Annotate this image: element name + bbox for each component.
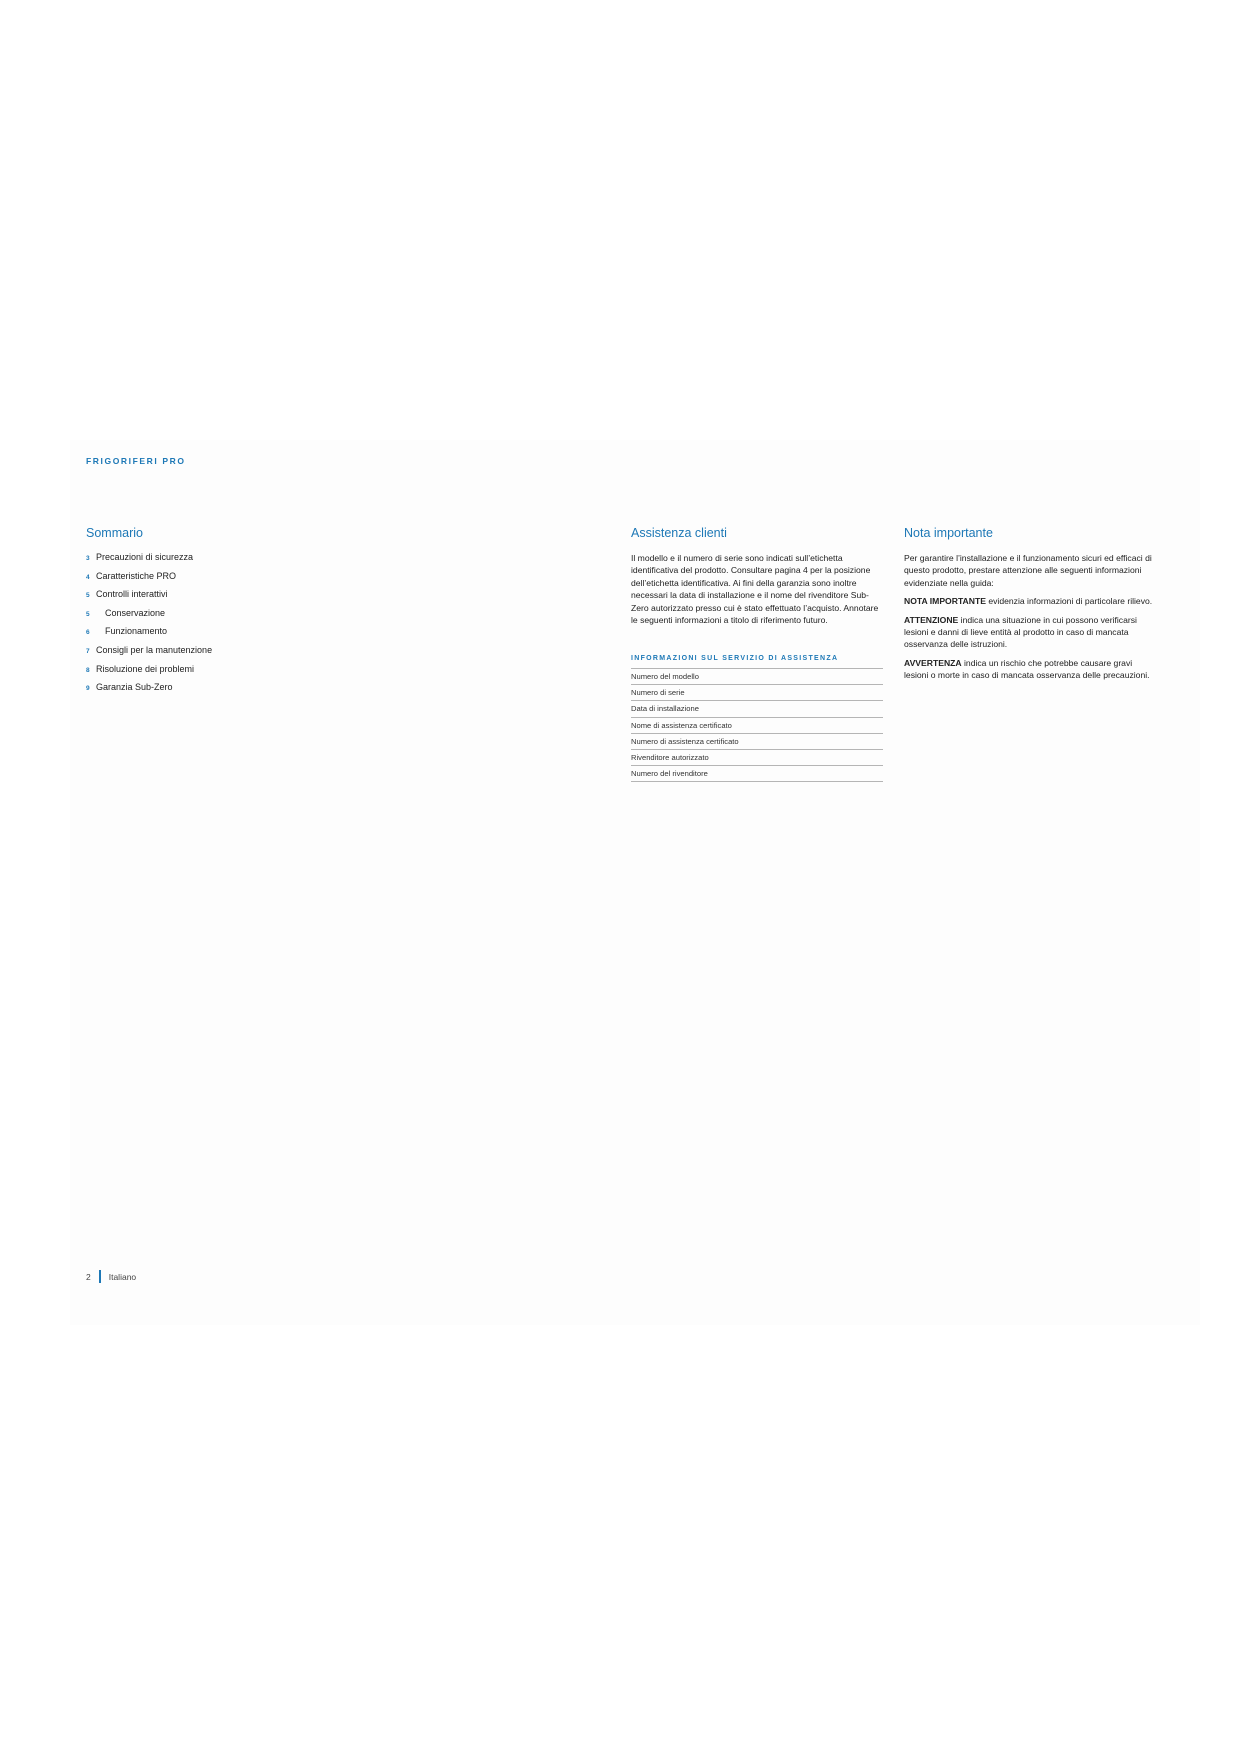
toc-item[interactable]: [86, 567, 326, 586]
note-text: evidenzia informazioni di particolare rilievo.: [985, 596, 1153, 607]
service-field-certified-number[interactable]: Numero di assistenza certificato: [631, 734, 883, 750]
toc-item[interactable]: [86, 604, 326, 623]
toc-page-number: 8: [86, 666, 90, 674]
toc-item-label: Conservazione: [105, 607, 166, 618]
toc-item-label: Funzionamento: [105, 626, 168, 637]
toc-page-number: 5: [86, 610, 90, 618]
toc-list: [86, 548, 326, 697]
service-field-install-date[interactable]: Data di installazione: [631, 701, 883, 717]
toc-item[interactable]: [86, 585, 326, 604]
service-field-dealer-number[interactable]: Numero del rivenditore: [631, 766, 883, 782]
note-title: Nota importante: [904, 526, 993, 540]
service-info-heading: INFORMAZIONI SUL SERVIZIO DI ASSISTENZA: [631, 655, 839, 662]
service-field-certified-name[interactable]: Nome di assistenza certificato: [631, 718, 883, 734]
note-text: indica una situazione in cui possono verificarsi lesioni e danni di lieve entità al prodotto in caso di mancata osservanza delle istruzioni.: [904, 614, 1137, 650]
toc-item-label: Consigli per la manutenzione: [96, 644, 213, 655]
toc-page-number: 3: [86, 555, 90, 562]
toc-page-number: 9: [86, 685, 90, 693]
toc-item[interactable]: [86, 678, 326, 697]
assistance-body: Il modello e il numero di serie sono indicati sull’etichetta identificativa del prodotto. Consultare pagina 4 per la posizione dell’etichetta identificativa. Ai fini della garanzia sono inoltre necessari la data di installazione e il nome del rivenditore Sub-Zero autorizzato presso cui è stato effettuato l’acquisto. Annotare le seguenti informazioni a titolo di riferimento futuro.: [631, 553, 879, 626]
toc-item-label: Garanzia Sub-Zero: [96, 682, 173, 693]
assistance-title: Assistenza clienti: [631, 526, 727, 540]
note-term: ATTENZIONE: [904, 614, 959, 625]
toc-page-number: 4: [86, 573, 90, 581]
page-number: 2: [86, 1271, 91, 1282]
toc-item-label: Precauzioni di sicurezza: [96, 552, 194, 562]
note-term: AVVERTENZA: [904, 657, 962, 668]
toc-page-number: 6: [86, 629, 90, 637]
service-info-form: [631, 668, 883, 782]
note-item: [904, 657, 1156, 682]
toc-item[interactable]: [86, 622, 326, 641]
section-header: FRIGORIFERI PRO: [86, 456, 186, 466]
toc-item-label: Caratteristiche PRO: [96, 570, 177, 581]
footer-divider: [99, 1270, 101, 1283]
toc-item[interactable]: [86, 548, 326, 567]
note-item: [904, 614, 1156, 651]
service-field-serial-number[interactable]: Numero di serie: [631, 685, 883, 701]
toc-item-label: Controlli interattivi: [96, 589, 168, 600]
note-text: indica un rischio che potrebbe causare gravi lesioni o morte in caso di mancata osservanza delle precauzioni.: [904, 657, 1150, 681]
toc-item-label: Risoluzione dei problemi: [96, 663, 195, 674]
service-field-model-number[interactable]: Numero del modello: [631, 669, 883, 685]
note-term: NOTA IMPORTANTE: [904, 596, 986, 607]
service-field-dealer[interactable]: Rivenditore autorizzato: [631, 750, 883, 766]
toc-title: Sommario: [86, 526, 143, 540]
note-body: [904, 552, 1156, 688]
toc-item[interactable]: [86, 641, 326, 660]
toc-page-number: 7: [86, 647, 90, 655]
note-intro: Per garantire l’installazione e il funzionamento sicuri ed efficaci di questo prodotto, prestare attenzione alle seguenti informazioni evidenziate nella guida:: [904, 553, 1152, 588]
note-item: [904, 595, 1156, 607]
toc-page-number: 5: [86, 592, 90, 600]
toc-item[interactable]: [86, 660, 326, 679]
page-footer: [86, 1270, 136, 1283]
footer-language: Italiano: [108, 1271, 137, 1282]
